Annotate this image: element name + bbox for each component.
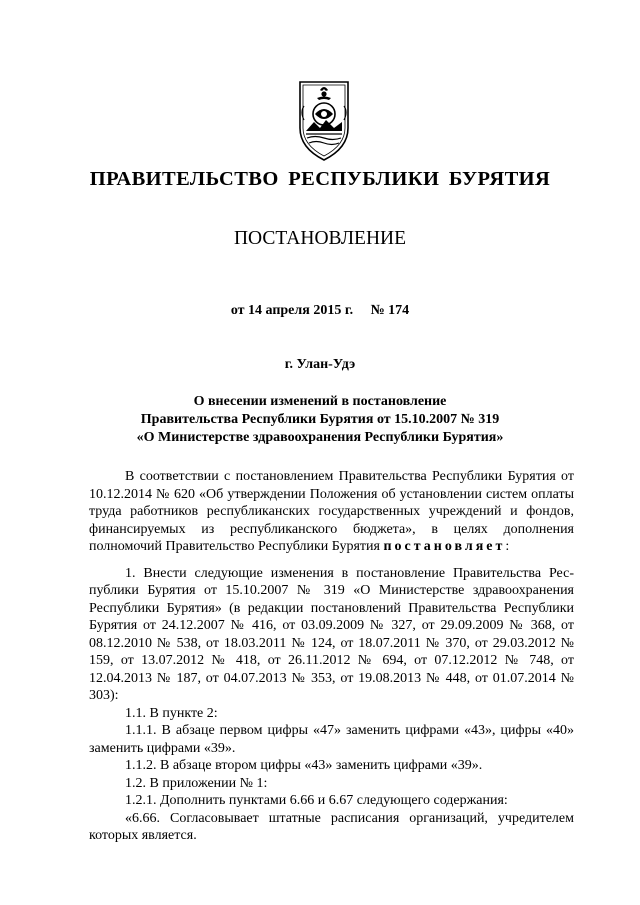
preamble-paragraph [89, 468, 574, 556]
emblem [296, 76, 352, 164]
document-date-number: от 14 апреля 2015 г. № 174 [230, 303, 410, 318]
preamble-keyword: постановляет [383, 539, 506, 554]
subject-line-2: Правительства Республики Бурятия от 15.10.2007 № 319 [140, 412, 500, 427]
preamble-end: : [505, 539, 510, 554]
item-6-66: «6.66. Согласовывает штатные расписания организаций, учредителем которых является. [89, 810, 574, 843]
subject-line-1: О внесении изменений в постановление [193, 394, 447, 409]
preamble-text: В соответствии с постановлением Правительства Республики Бурятия от 10.12.2014 № 620 «Об утверждении Положения об установлении систем оплаты труда работников республиканских государственных учреждений и фондов, финансируемых из республиканского бюджета», в целях дополнения полномочий Правительство Республики Бурятия [89, 469, 574, 554]
government-title: ПРАВИТЕЛЬСТВО РЕСПУБЛИКИ БУРЯТИЯ [89, 168, 551, 190]
item-1: 1. Внести следующие изменения в постановление Правительства Рес-публики Бурятия от 15.10.2007 № 319 «О Министерстве здравоохранения Республики Бурятия» (в редакции постановлений Правительства Республики Бурятия от 24.12.2007 № 416, от 03.09.2009 № 327, от 29.09.2009 № 368, от 08.12.2010 № 538, от 18.03.2011 № 124, от 18.07.2011 № 370, от 29.03.2012 № 159, от 13.07.2012 № 418, от 26.11.2012 № 694, от 07.12.2012 № 748, от 12.04.2013 № 187, от 04.07.2013 № 353, от 19.08.2013 № 448, от 01.07.2014 № 303): [89, 565, 574, 703]
item-1-1-2: 1.1.2. В абзаце втором цифры «43» заменить цифрами «39». [125, 758, 483, 773]
document-subject [0, 393, 640, 447]
document-type: ПОСТАНОВЛЕНИЕ [233, 228, 407, 249]
item-1-2-1: 1.2.1. Дополнить пунктами 6.66 и 6.67 следующего содержания: [125, 793, 508, 808]
item-1-1-1: 1.1.1. В абзаце первом цифры «47» заменить цифрами «43», цифры «40» заменить цифрами «39». [89, 723, 574, 756]
item-1-2: 1.2. В приложении № 1: [125, 775, 268, 791]
item-1-1: 1.1. В пункте 2: [125, 705, 218, 721]
document-city: г. Улан-Удэ [284, 357, 356, 372]
subject-line-3: «О Министерстве здравоохранения Республики Бурятия» [136, 430, 504, 445]
document-body [89, 468, 574, 845]
coat-of-arms-icon [296, 76, 352, 164]
